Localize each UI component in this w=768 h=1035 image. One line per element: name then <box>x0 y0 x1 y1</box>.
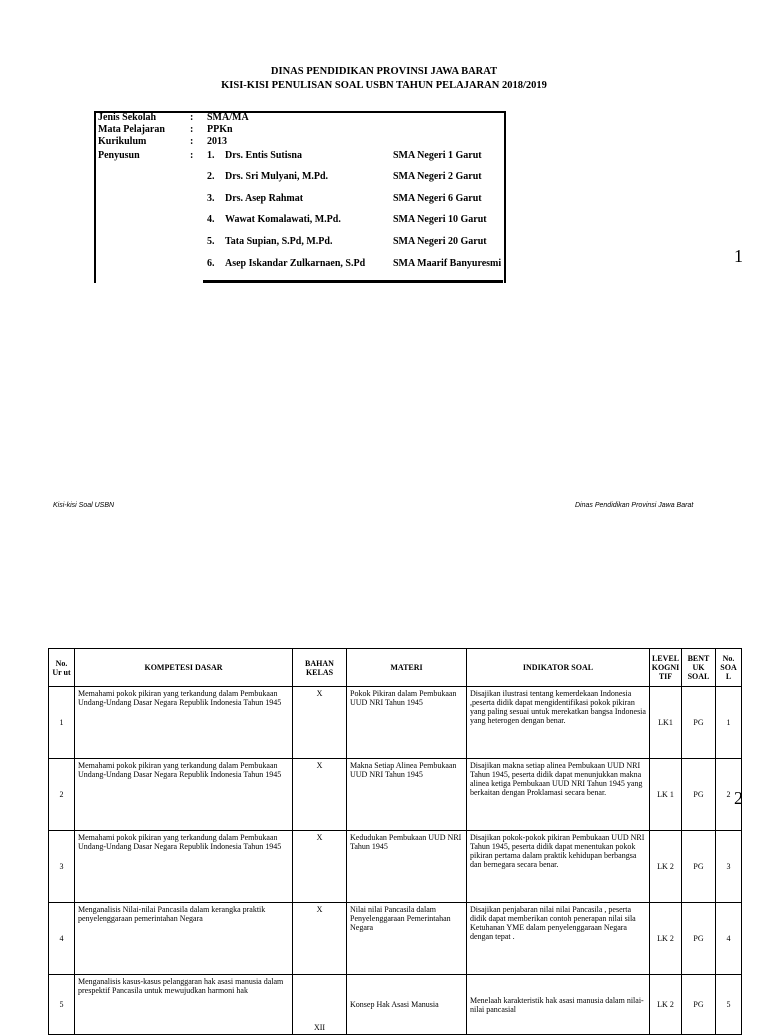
cell-materi: Konsep Hak Asasi Manusia <box>347 975 467 1035</box>
kisi-kisi-table <box>48 648 742 1035</box>
col-header-materi: MATERI <box>347 649 467 687</box>
cell-indikator: Menelaah karakteristik hak asasi manusia dalam nilai-nilai pancasial <box>467 975 650 1035</box>
cell-bentuk: PG <box>682 903 716 975</box>
cell-indikator: Disajikan makna setiap alinea Pembukaan UUD NRI Tahun 1945, peserta didik dapat menunjukkan makna alinea ketiga Pembukaan UUD NRI Tahun 1945 yang berkaitan dengan Proklamasi secara benar. <box>467 759 650 831</box>
table-row <box>49 687 742 759</box>
cell-kompetensi-dasar: Menganalisis kasus-kasus pelanggaran hak asasi manusia dalam prespektif Pancasila untuk mewujudkan harmoni hak <box>75 975 293 1035</box>
label-penyusun: Penyusun <box>98 150 140 161</box>
penyusun-school: SMA Negeri 1 Garut <box>393 150 482 161</box>
cell-kompetensi-dasar: Menganalisis Nilai-nilai Pancasila dalam kerangka praktik penyelenggaraan pemerintahan Negara <box>75 903 293 975</box>
penyusun-name: Drs. Entis Sutisna <box>225 150 302 161</box>
colon: : <box>190 136 194 147</box>
cell-no-soal: 3 <box>716 831 742 903</box>
document-title-line1: DINAS PENDIDIKAN PROVINSI JAWA BARAT <box>270 66 498 77</box>
col-header-level-kognitif: LEVEL KOGNI TIF <box>650 649 682 687</box>
cell-bentuk: PG <box>682 687 716 759</box>
col-header-kompetensi-dasar: KOMPETESI DASAR <box>75 649 293 687</box>
penyusun-name: Tata Supian, S.Pd, M.Pd. <box>225 236 333 247</box>
label-mata-pelajaran: Mata Pelajaran <box>98 124 165 135</box>
cell-indikator: Disajikan ilustrasi tentang kemerdekaan Indonesia ,peserta didik dapat mengidentifikasi pokok pikiran yang paling sesuai untuk merekatkan bangsa Indonesia yang heterogen dengan benar. <box>467 687 650 759</box>
cell-no: 1 <box>49 687 75 759</box>
cell-no: 2 <box>49 759 75 831</box>
cell-kelas: X <box>293 831 347 903</box>
penyusun-name: Drs. Asep Rahmat <box>225 193 304 204</box>
cell-level: LK 1 <box>650 759 682 831</box>
cell-kelas: X <box>293 687 347 759</box>
document-title-line2: KISI-KISI PENULISAN SOAL USBN TAHUN PELAJARAN 2018/2019 <box>221 80 547 91</box>
cell-level: LK1 <box>650 687 682 759</box>
colon: : <box>190 124 194 135</box>
penyusun-no: 1. <box>207 150 215 161</box>
cell-materi: Pokok Pikiran dalam Pembukaan UUD NRI Tahun 1945 <box>347 687 467 759</box>
cell-no-soal: 1 <box>716 687 742 759</box>
cell-no-soal: 4 <box>716 903 742 975</box>
colon: : <box>190 150 194 161</box>
running-header-left: Kisi-kisi Soal USBN <box>53 502 115 509</box>
cell-no-soal: 2 <box>716 759 742 831</box>
cell-materi: Makna Setiap Alinea Pembukaan UUD NRI Tahun 1945 <box>347 759 467 831</box>
cell-kelas: XII <box>293 975 347 1035</box>
penyusun-name: Asep Iskandar Zulkarnaen, S.Pd <box>225 258 366 269</box>
table-row <box>49 831 742 903</box>
penyusun-school: SMA Maarif Banyuresmi <box>393 258 502 269</box>
table-row <box>49 903 742 975</box>
cell-indikator: Disajikan pokok-pokok pikiran Pembukaan UUD NRI Tahun 1945, peserta didik dapat menentukan pokok pikiran pertama dalam praktik kehidupan berbangsa dan bernegara secara benar. <box>467 831 650 903</box>
label-jenis-sekolah: Jenis Sekolah <box>98 112 157 123</box>
page-number: 2 <box>734 788 743 808</box>
cell-bentuk: PG <box>682 975 716 1035</box>
col-header-indikator-soal: INDIKATOR SOAL <box>467 649 650 687</box>
value-jenis-sekolah: SMA/MA <box>207 112 249 123</box>
colon: : <box>190 112 194 123</box>
penyusun-no: 2. <box>207 171 215 182</box>
cell-no: 5 <box>49 975 75 1035</box>
penyusun-school: SMA Negeri 20 Garut <box>393 236 487 247</box>
penyusun-no: 3. <box>207 193 215 204</box>
penyusun-no: 6. <box>207 258 215 269</box>
info-box-bottom-border <box>203 280 503 283</box>
col-header-bahan-kelas: BAHAN KELAS <box>293 649 347 687</box>
penyusun-name: Drs. Sri Mulyani, M.Pd. <box>225 171 329 182</box>
cell-level: LK 2 <box>650 975 682 1035</box>
value-kurikulum: 2013 <box>207 136 227 147</box>
penyusun-school: SMA Negeri 2 Garut <box>393 171 482 182</box>
table-row <box>49 975 742 1035</box>
col-header-no: No. Ur ut <box>49 649 75 687</box>
page-number: 1 <box>734 246 743 266</box>
cell-indikator: Disajikan penjabaran nilai nilai Pancasila , peserta didik dapat memberikan contoh penerapan nilai sila Ketuhanan YME dalam penyelenggaraan Negara dengan tepat . <box>467 903 650 975</box>
table-header-row <box>49 649 742 687</box>
cell-no-soal: 5 <box>716 975 742 1035</box>
cell-kompetensi-dasar: Memahami pokok pikiran yang terkandung dalam Pembukaan Undang-Undang Dasar Negara Republik Indonesia Tahun 1945 <box>75 687 293 759</box>
col-header-bentuk-soal: BENT UK SOAL <box>682 649 716 687</box>
cell-no: 4 <box>49 903 75 975</box>
cell-kompetensi-dasar: Memahami pokok pikiran yang terkandung dalam Pembukaan Undang-Undang Dasar Negara Republik Indonesia Tahun 1945 <box>75 759 293 831</box>
label-kurikulum: Kurikulum <box>98 136 147 147</box>
value-mata-pelajaran: PPKn <box>207 124 233 135</box>
penyusun-no: 4. <box>207 214 215 225</box>
cell-no: 3 <box>49 831 75 903</box>
cell-level: LK 2 <box>650 903 682 975</box>
cell-level: LK 2 <box>650 831 682 903</box>
penyusun-no: 5. <box>207 236 215 247</box>
cell-bentuk: PG <box>682 831 716 903</box>
cell-bentuk: PG <box>682 759 716 831</box>
cell-kelas: X <box>293 903 347 975</box>
cell-materi: Kedudukan Pembukaan UUD NRI Tahun 1945 <box>347 831 467 903</box>
penyusun-school: SMA Negeri 6 Garut <box>393 193 482 204</box>
table-row <box>49 759 742 831</box>
penyusun-school: SMA Negeri 10 Garut <box>393 214 487 225</box>
cell-kompetensi-dasar: Memahami pokok pikiran yang terkandung dalam Pembukaan Undang-Undang Dasar Negara Republik Indonesia Tahun 1945 <box>75 831 293 903</box>
penyusun-name: Wawat Komalawati, M.Pd. <box>225 214 341 225</box>
cell-kelas: X <box>293 759 347 831</box>
running-header-right: Dinas Pendidikan Provinsi Jawa Barat <box>575 502 694 509</box>
col-header-no-soal: No. SOA L <box>716 649 742 687</box>
cell-materi: Nilai nilai Pancasila dalam Penyelenggaraan Pemerintahan Negara <box>347 903 467 975</box>
